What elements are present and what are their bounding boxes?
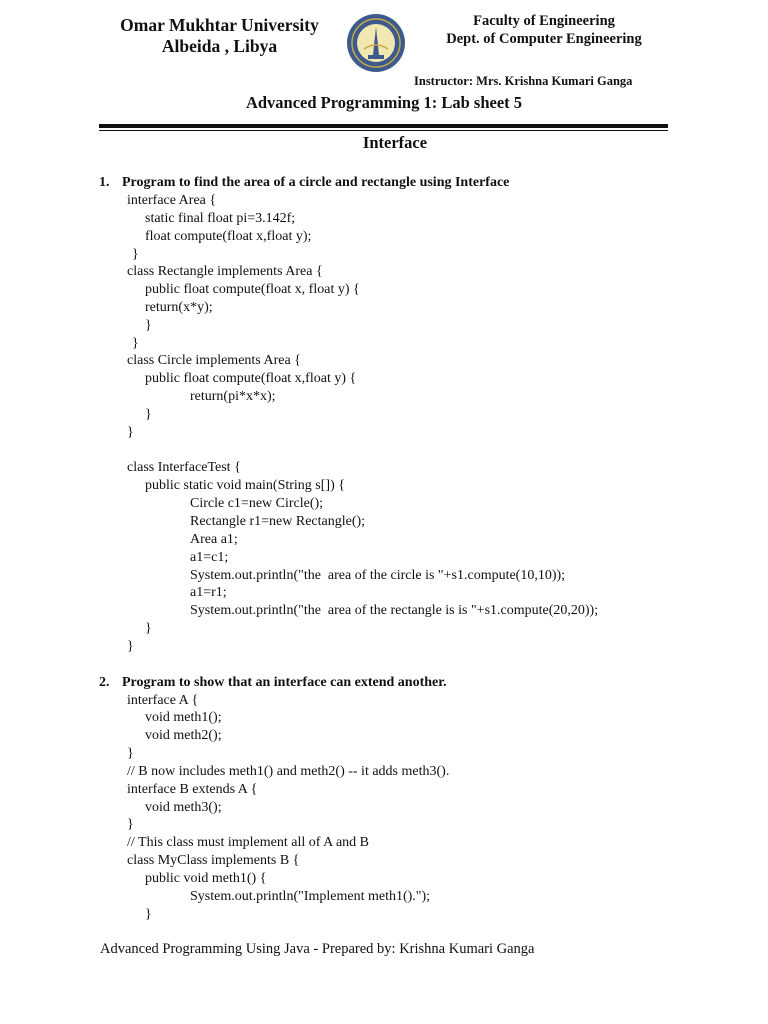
page-footer: Advanced Programming Using Java - Prepared by: Krishna Kumari Ganga <box>100 941 535 957</box>
code-line: return(pi*x*x); <box>190 389 276 404</box>
program-1-heading: Program to find the area of a circle and rectangle using Interface <box>122 175 510 190</box>
code-comment: // B now includes meth1() and meth2() -- it adds meth3(). <box>127 764 450 779</box>
code-line: void meth2(); <box>145 728 222 743</box>
code-line: interface Area { <box>127 193 217 208</box>
code-line: return(x*y); <box>145 300 213 315</box>
code-line: } <box>127 817 134 832</box>
code-line: System.out.println("the area of the circle is "+s1.compute(10,10)); <box>190 568 566 583</box>
code-line: public float compute(float x,float y) { <box>145 371 357 386</box>
code-line: interface A { <box>127 693 199 708</box>
code-line: } <box>132 336 139 351</box>
header-divider-thick <box>99 124 668 128</box>
code-line: } <box>127 639 134 654</box>
section-title: Interface <box>362 133 428 152</box>
code-line: } <box>145 318 152 333</box>
instructor-name: Instructor: Mrs. Krishna Kumari Ganga <box>414 74 633 88</box>
code-line: } <box>127 425 134 440</box>
university-line2: Albeida , Libya <box>161 36 278 56</box>
item-number-2: 2. <box>99 675 110 690</box>
code-line: class MyClass implements B { <box>127 853 300 868</box>
code-line: class Rectangle implements Area { <box>127 264 323 279</box>
item-number-1: 1. <box>99 175 110 190</box>
code-line: a1=c1; <box>190 550 229 565</box>
code-line: public static void main(String s[]) { <box>145 478 345 493</box>
code-line: System.out.println("Implement meth1()."); <box>190 889 431 904</box>
code-line: Rectangle r1=new Rectangle(); <box>190 514 366 529</box>
university-line1: Omar Mukhtar University <box>120 15 319 35</box>
code-line: class Circle implements Area { <box>127 353 301 368</box>
university-name <box>112 15 327 57</box>
code-line: } <box>127 746 134 761</box>
code-line: a1=r1; <box>190 585 227 600</box>
code-line: static final float pi=3.142f; <box>145 211 296 226</box>
faculty-name: Faculty of Engineering <box>473 13 615 29</box>
code-line: void meth1(); <box>145 710 222 725</box>
code-comment: // This class must implement all of A and B <box>127 835 370 850</box>
lab-title: Advanced Programming 1: Lab sheet 5 <box>245 93 523 112</box>
faculty-block <box>430 12 658 48</box>
code-line: public float compute(float x, float y) { <box>145 282 360 297</box>
department-name: Dept. of Computer Engineering <box>446 31 642 47</box>
university-seal-icon <box>346 13 406 73</box>
code-line: class InterfaceTest { <box>127 460 241 475</box>
code-line: Area a1; <box>190 532 238 547</box>
code-line: } <box>145 407 152 422</box>
code-line: public void meth1() { <box>145 871 267 886</box>
code-line: interface B extends A { <box>127 782 258 797</box>
code-line: System.out.println("the area of the rectangle is is "+s1.compute(20,20)); <box>190 603 599 618</box>
code-line: } <box>132 247 139 262</box>
code-line: } <box>145 907 152 922</box>
code-line: } <box>145 621 152 636</box>
code-line: void meth3(); <box>145 800 222 815</box>
code-line: Circle c1=new Circle(); <box>190 496 324 511</box>
code-line: float compute(float x,float y); <box>145 229 312 244</box>
program-2-heading: Program to show that an interface can extend another. <box>122 675 447 690</box>
header-divider-thin <box>99 130 668 131</box>
